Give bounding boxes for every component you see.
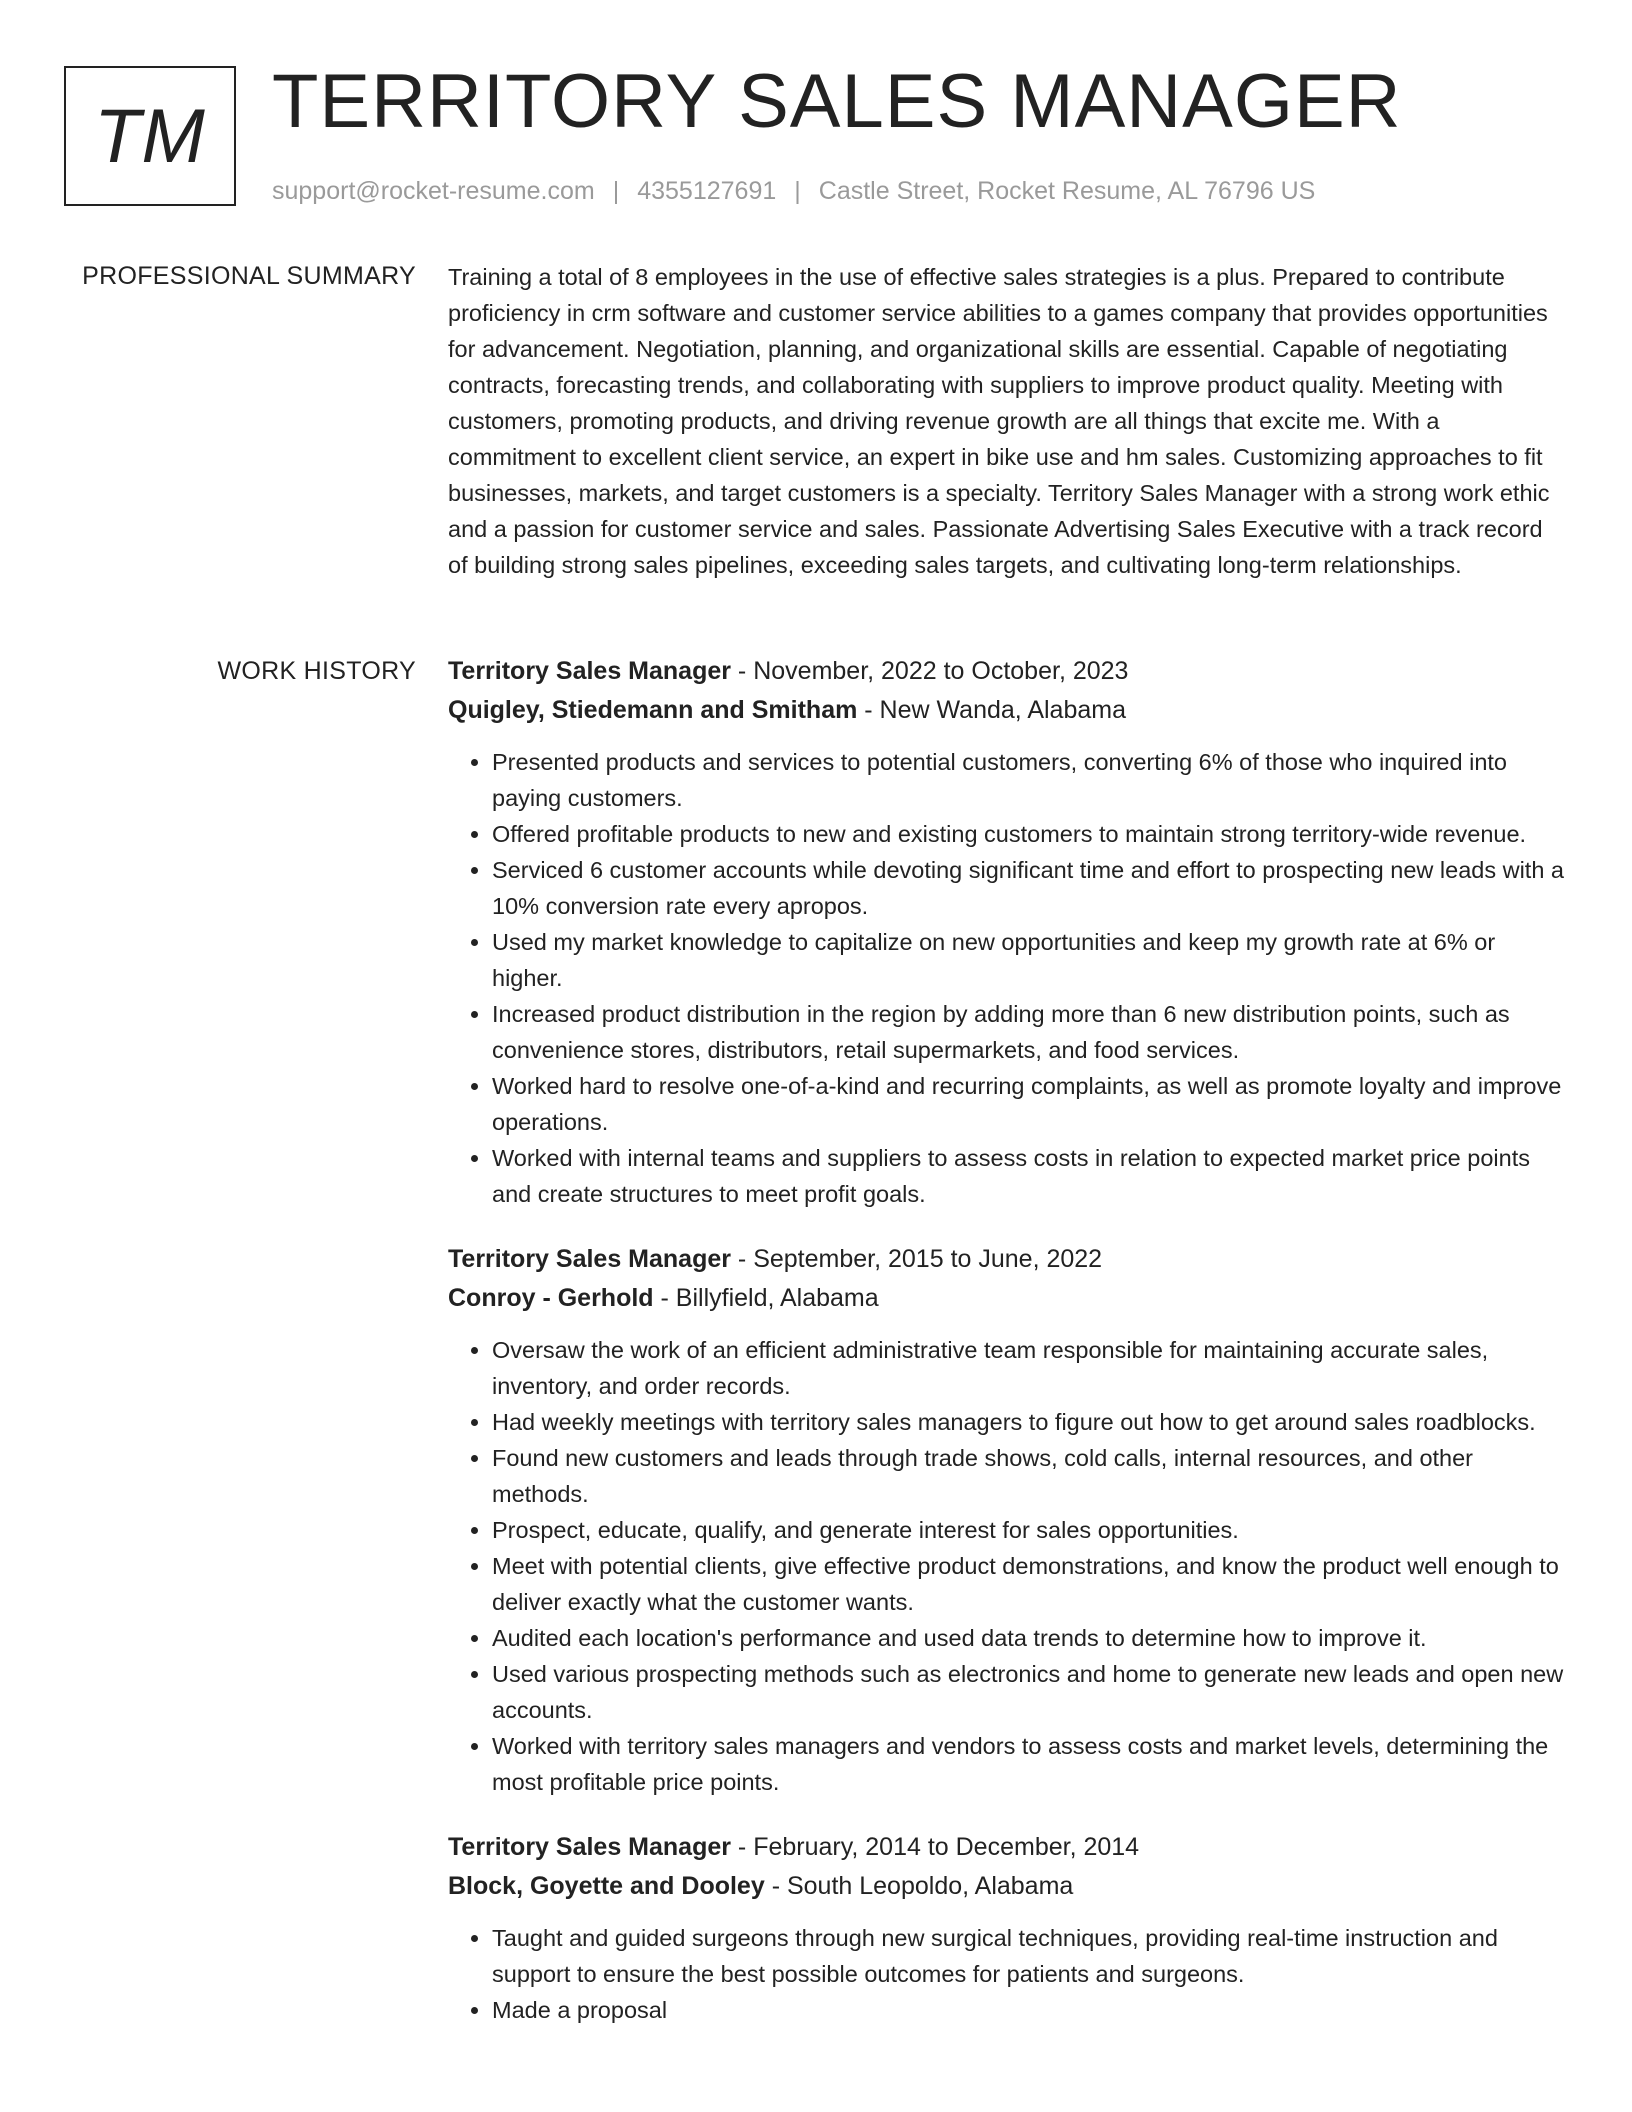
job-location: - Billyfield, Alabama bbox=[653, 1284, 879, 1312]
job-bullet: • Meet with potential clients, give effective product demonstrations, and know the product well enough to deliver exactly what the customer wants. bbox=[492, 1548, 1568, 1620]
job-bullet: • Audited each location's performance and used data trends to determine how to improve it. bbox=[492, 1620, 1568, 1656]
job-bullet: • Found new customers and leads through trade shows, cold calls, internal resources, and other methods. bbox=[492, 1440, 1568, 1512]
job-bullet: • Used various prospecting methods such as electronics and home to generate new leads and open new accounts. bbox=[492, 1656, 1568, 1728]
job-title-line bbox=[448, 1828, 1568, 1867]
job-bullet: • Oversaw the work of an efficient administrative team responsible for maintaining accurate sales, inventory, and order records. bbox=[492, 1332, 1568, 1404]
job-location: - South Leopoldo, Alabama bbox=[764, 1872, 1074, 1900]
job-company: Quigley, Stiedemann and Smitham bbox=[448, 696, 858, 724]
job-bullet: • Used my market knowledge to capitalize on new opportunities and keep my growth rate at 6% or higher. bbox=[492, 924, 1568, 996]
job-title: Territory Sales Manager bbox=[448, 1245, 731, 1273]
job-location: - New Wanda, Alabama bbox=[857, 696, 1126, 724]
job-bullet: • Serviced 6 customer accounts while devoting significant time and effort to prospecting new leads with a 10% conversion rate every apropos. bbox=[492, 852, 1568, 924]
job-bullet: • Made a proposal bbox=[492, 1992, 1568, 2028]
job-dates: - November, 2022 to October, 2023 bbox=[730, 657, 1129, 685]
job-bullet: • Prospect, educate, qualify, and generate interest for sales opportunities. bbox=[492, 1512, 1568, 1548]
job-bullets bbox=[448, 744, 1568, 1212]
summary-text: Training a total of 8 employees in the use of effective sales strategies is a plus. Prepared to contribute proficiency in crm software and customer service abilities to a games company that provides opportunities for advancement. Negotiation, planning, and organizational skills are essential. Capable of negotiating contracts, forecasting trends, and collaborating with suppliers to improve product quality. Meeting with customers, promoting products, and driving revenue growth are all things that excite me. With a commitment to excellent client service, an expert in bike use and hm sales. Customizing approaches to fit businesses, markets, and target customers is a specialty. Territory Sales Manager with a strong work ethic and a passion for customer service and sales. Passionate Advertising Sales Executive with a track record of building strong sales pipelines, exceeding sales targets, and cultivating long-term relationships. bbox=[448, 264, 1550, 578]
job-company-line bbox=[448, 1867, 1568, 1906]
job-bullet: • Worked with internal teams and suppliers to assess costs in relation to expected market price points and create structures to meet profit goals. bbox=[492, 1140, 1568, 1212]
job-dates: - February, 2014 to December, 2014 bbox=[730, 1833, 1140, 1861]
job-company-line bbox=[448, 691, 1568, 730]
contact-address: Castle Street, Rocket Resume, AL 76796 US bbox=[818, 177, 1316, 205]
job-dates: - September, 2015 to June, 2022 bbox=[730, 1245, 1103, 1273]
job-bullet: • Taught and guided surgeons through new surgical techniques, providing real-time instruction and support to ensure the best possible outcomes for patients and surgeons. bbox=[492, 1920, 1568, 1992]
job-title-line bbox=[448, 652, 1568, 691]
job-bullet: • Presented products and services to potential customers, converting 6% of those who inquired into paying customers. bbox=[492, 744, 1568, 816]
contact-phone: 4355127691 bbox=[637, 177, 777, 205]
job-bullet: • Increased product distribution in the region by adding more than 6 new distribution points, such as convenience stores, distributors, retail supermarkets, and food services. bbox=[492, 996, 1568, 1068]
contact-separator: | bbox=[794, 177, 801, 205]
contact-separator: | bbox=[612, 177, 620, 205]
job-title: Territory Sales Manager bbox=[448, 657, 731, 685]
job-entry bbox=[448, 1828, 1568, 2028]
summary-section bbox=[448, 259, 1568, 583]
contact-line bbox=[272, 174, 1315, 208]
page-title: TERRITORY SALES MANAGER bbox=[272, 59, 1402, 144]
job-bullets bbox=[448, 1920, 1568, 2028]
job-bullets bbox=[448, 1332, 1568, 1800]
job-company: Block, Goyette and Dooley bbox=[448, 1872, 765, 1900]
job-company-line bbox=[448, 1279, 1568, 1318]
monogram-logo: TM bbox=[64, 66, 236, 206]
job-title: Territory Sales Manager bbox=[448, 1833, 731, 1861]
job-bullet: • Offered profitable products to new and existing customers to maintain strong territory-wide revenue. bbox=[492, 816, 1568, 852]
job-bullet: • Had weekly meetings with territory sales managers to figure out how to get around sales roadblocks. bbox=[492, 1404, 1568, 1440]
work-history-section bbox=[448, 652, 1568, 2056]
job-entry bbox=[448, 652, 1568, 1212]
job-bullet: • Worked with territory sales managers and vendors to assess costs and market levels, determining the most profitable price points. bbox=[492, 1728, 1568, 1800]
section-label-summary: PROFESSIONAL SUMMARY bbox=[82, 262, 416, 290]
job-entry bbox=[448, 1240, 1568, 1800]
contact-email: support@rocket-resume.com bbox=[272, 177, 595, 205]
job-bullet: • Worked hard to resolve one-of-a-kind and recurring complaints, as well as promote loyalty and improve operations. bbox=[492, 1068, 1568, 1140]
job-company: Conroy - Gerhold bbox=[448, 1284, 654, 1312]
section-label-work-history: WORK HISTORY bbox=[217, 657, 416, 685]
job-title-line bbox=[448, 1240, 1568, 1279]
